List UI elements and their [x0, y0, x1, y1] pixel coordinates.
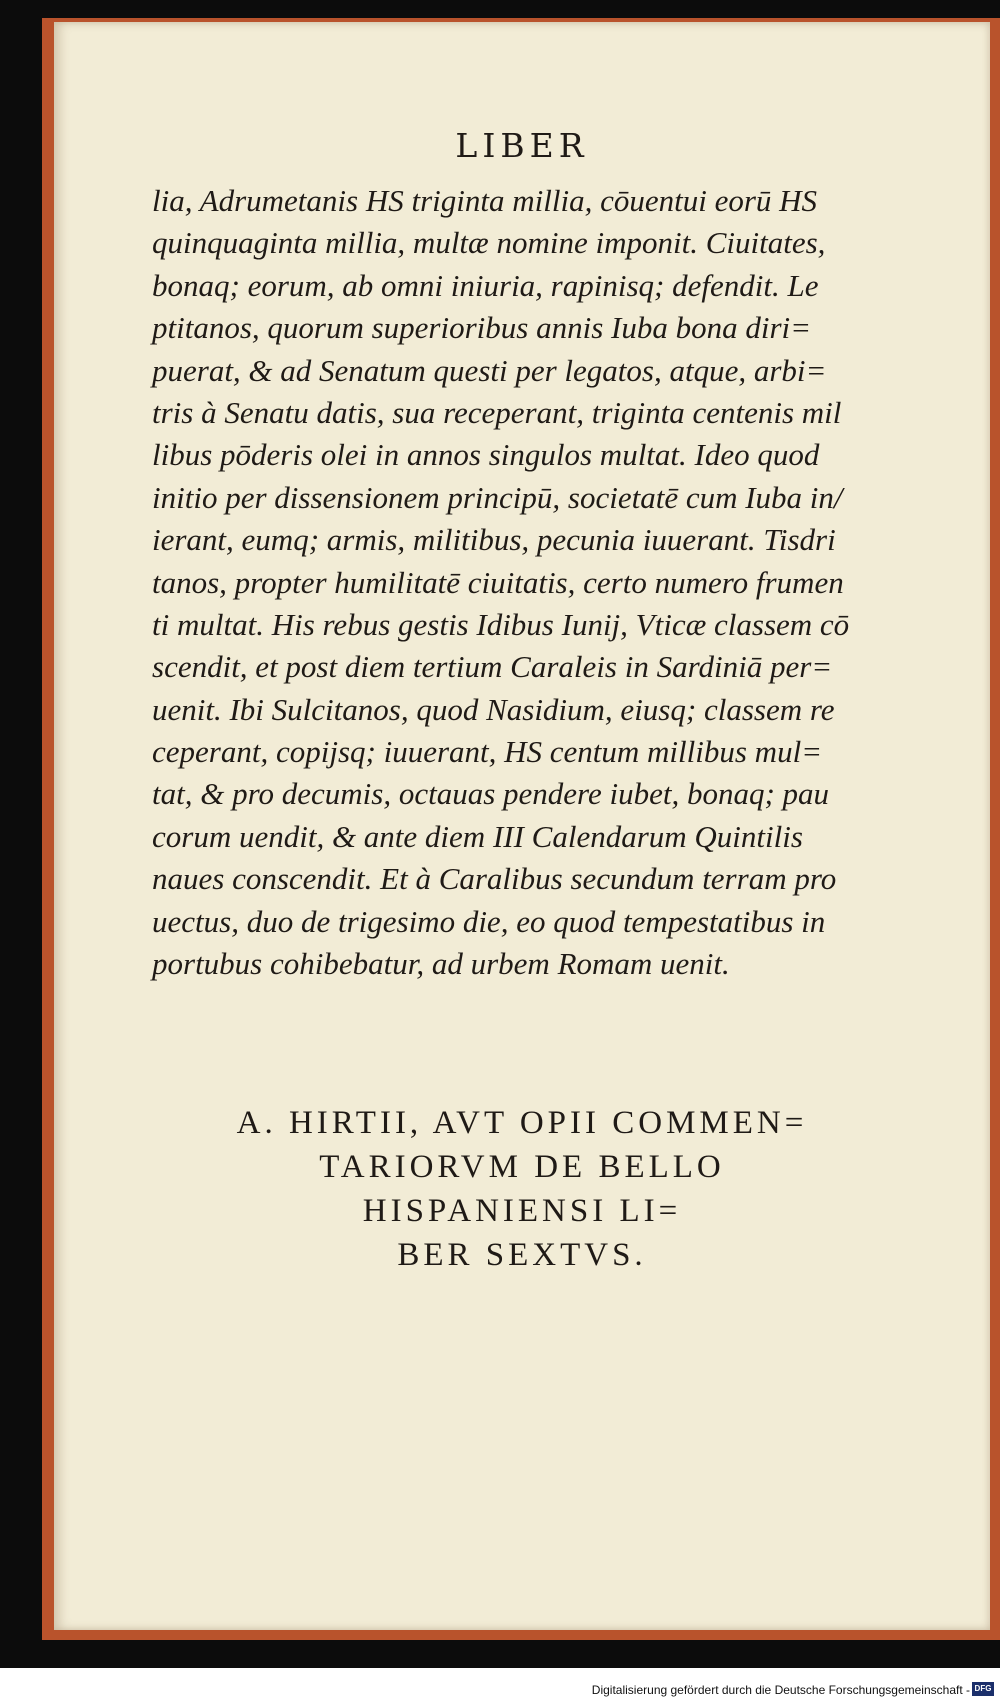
body-text — [152, 180, 970, 985]
book-heading — [54, 1101, 990, 1277]
running-head: LIBER — [455, 126, 589, 165]
text-line: uectus, duo de trigesimo die, eo quod tempestatibus in — [152, 903, 826, 939]
footer-credit: Digitalisierung gefördert durch die Deutsche Forschungsgemeinschaft - — [591, 1683, 970, 1697]
text-line: initio per dissensionem principū, societatē cum Iuba in/ — [152, 479, 843, 515]
text-line: puerat, & ad Senatum questi per legatos, atque, arbi= — [152, 352, 827, 388]
heading-line: TARIORVM DE BELLO — [319, 1149, 725, 1185]
text-line: tanos, propter humilitatē ciuitatis, certo numero frumen — [152, 564, 844, 600]
text-line: lia, Adrumetanis HS triginta millia, cōuentui eorū HS — [152, 183, 818, 218]
text-line: corum uendit, & ante diem III Calendarum Quintilis — [152, 818, 803, 854]
text-line: tris à Senatu datis, sua receperant, triginta centenis mil — [152, 394, 842, 430]
text-line: portubus cohibebatur, ad urbem Romam uenit. — [152, 946, 730, 982]
text-line: scendit, et post diem tertium Caraleis in Sardiniā per= — [152, 649, 833, 685]
text-line: uenit. Ibi Sulcitanos, quod Nasidium, eiusq; classem re — [152, 691, 835, 727]
heading-line: HISPANIENSI LI= — [362, 1193, 682, 1229]
text-line: bonaq; eorum, ab omni iniuria, rapinisq; defendit. Le — [152, 267, 819, 303]
text-line: libus pōderis olei in annos singulos multat. Ideo quod — [152, 437, 820, 473]
text-line: ceperant, copijsq; iuuerant, HS centum millibus mul= — [152, 734, 823, 770]
dfg-logo: DFG — [972, 1682, 994, 1696]
heading-line: A. HIRTII, AVT OPII COMMEN= — [236, 1105, 808, 1141]
text-line: naues conscendit. Et à Caralibus secundum terram pro — [152, 861, 837, 897]
text-line: ierant, eumq; armis, militibus, pecunia iuuerant. Tisdri — [152, 522, 836, 558]
text-line: quinquaginta millia, multæ nomine imponit. Ciuitates, — [152, 225, 826, 261]
text-line: ti multat. His rebus gestis Idibus Iunij, Vticæ classem cō — [152, 606, 850, 642]
heading-line: BER SEXTVS. — [397, 1237, 647, 1273]
text-line: ptitanos, quorum superioribus annis Iuba bona diri= — [152, 310, 812, 346]
book-page — [54, 22, 990, 1630]
text-line: tat, & pro decumis, octauas pendere iubet, bonaq; pau — [152, 776, 830, 812]
